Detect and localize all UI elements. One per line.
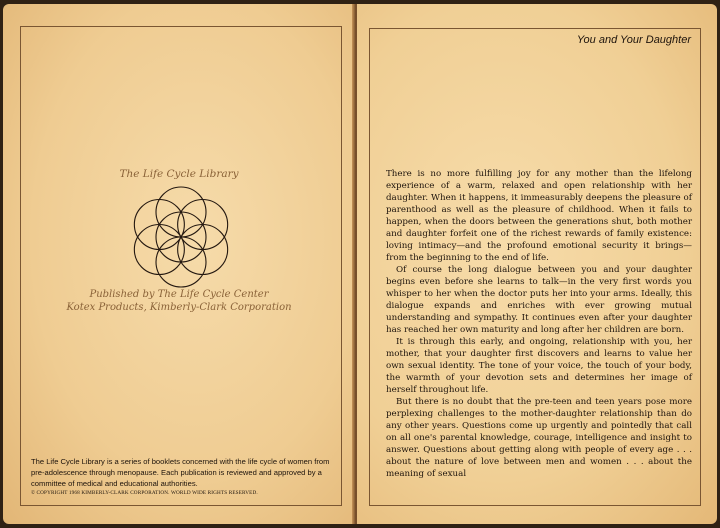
running-head: You and Your Daughter: [576, 34, 691, 46]
publisher-line-1: Published by The Life Cycle Center: [89, 289, 269, 300]
right-page: [357, 4, 717, 524]
paragraph: Of course the long dialogue between you and your daughter begins even before she learns to talk—in the very first words you whisper to her when the doctor puts her into your arms. Ideally, this dialogue expands and enriches with ever growing mutual understanding and sympathy. It continues even after your daughter has reached her own maturity and long after her children are born.: [386, 265, 692, 335]
body-text: [386, 168, 692, 480]
paragraph: There is no more fulfilling joy for any mother than the lifelong experience of a warm, relaxed and open relationship with her daughter. When it happens, it immeasurably deepens the pleasure of parenthood as well as the pleasure of childhood. When it fails to happen, when the doors between the generations shut, both mother and daughter forfeit one of the richest rewards of family existence: loving intimacy—and the profound emotional security it brings—from the beginning to the end of life.: [386, 169, 692, 263]
paragraph: But there is no doubt that the pre-teen and teen years pose more perplexing challenges to the mother-daughter relationship than do any other years. Questions come up urgently and pointedly that call on all one's parental knowledge, courage, intelligence and insight to answer. Questions about getting along with people of every age . . . about the nature of love between men and women . . . about the meaning of sexual: [386, 397, 692, 479]
publisher-line-2: Kotex Products, Kimberly-Clark Corporation: [66, 302, 292, 313]
library-title: The Life Cycle Library: [119, 168, 239, 180]
left-page: [3, 4, 355, 524]
copyright-notice: © COPYRIGHT 1968 KIMBERLY-CLARK CORPORATION. WORLD WIDE RIGHTS RESERVED.: [31, 490, 258, 496]
publisher-block: [3, 288, 355, 314]
paragraph: It is through this early, and ongoing, relationship with you, her mother, that your daughter first discovers and learns to value her own sexual identity. The tone of your voice, the touch of your body, the warmth of your devotion sets and determines her image of herself throughout life.: [386, 337, 692, 395]
series-description: The Life Cycle Library is a series of booklets concerned with the life cycle of women from pre-adolescence through menopause. Each publication is reviewed and approved by a committee of medical and educational authorities.: [31, 457, 330, 488]
flower-of-life-icon: [129, 185, 233, 289]
